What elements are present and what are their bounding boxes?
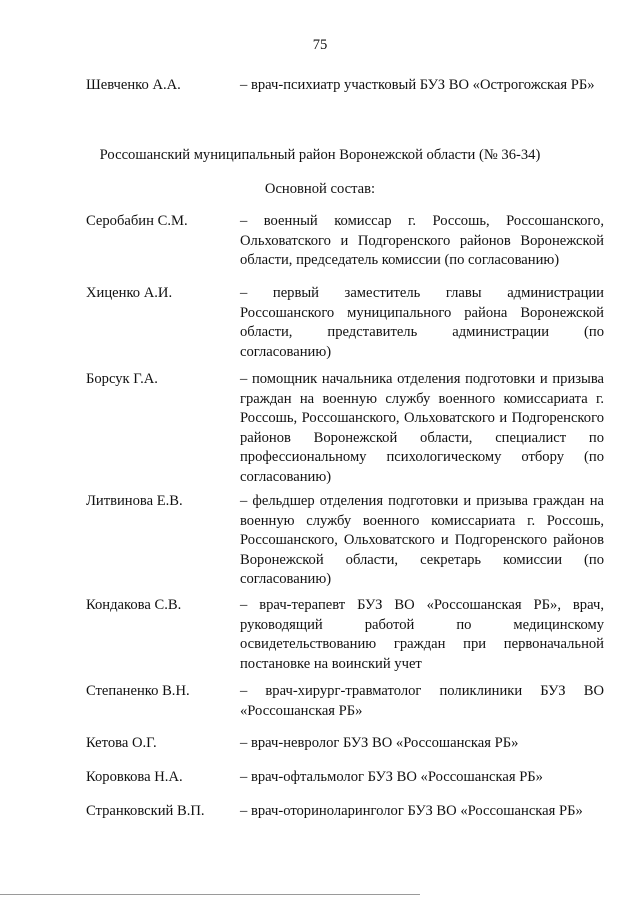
member-name: Коровкова Н.А. [86, 769, 183, 785]
member-description: – врач-офтальмолог БУЗ ВО «Россошанская РБ» [240, 769, 543, 785]
bottom-rule [0, 894, 420, 895]
member-name: Хиценко А.И. [86, 285, 173, 301]
member-description: – военный комиссар г. Россошь, Россошанского, Ольховатского и Подгоренского районов Воронежской области, председатель комиссии (по согласованию) [240, 213, 604, 268]
member-name: Странковский В.П. [86, 803, 205, 819]
member-name: Кетова О.Г. [86, 735, 157, 751]
member-name: Шевченко А.А. [86, 77, 181, 93]
member-description: – фельдшер отделения подготовки и призыва граждан на военную службу военного комиссариата г. Россошь, Россошанского, Ольховатского и Подгоренского районов Воронежской области, секретарь комиссии (по согласованию) [240, 493, 604, 587]
member-name: Кондакова С.В. [86, 597, 182, 613]
member-description: – врач-оториноларинголог БУЗ ВО «Россошанская РБ» [240, 803, 583, 819]
member-description: – врач-терапевт БУЗ ВО «Россошанская РБ», врач, руководящий работой по медицинскому освидетельствованию граждан при первоначальной постановке на воинский учет [240, 597, 604, 672]
member-name: Литвинова Е.В. [86, 493, 183, 509]
member-name: Серобабин С.М. [86, 213, 188, 229]
member-description: – первый заместитель главы администрации Россошанского муниципального района Воронежской области, представитель администрации (по согласованию) [240, 285, 604, 360]
member-description: – врач-хирург-травматолог поликлиники БУЗ ВО «Россошанская РБ» [240, 683, 604, 719]
member-description: – врач-психиатр участковый БУЗ ВО «Острогожская РБ» [240, 77, 595, 93]
member-description: – врач-невролог БУЗ ВО «Россошанская РБ» [240, 735, 519, 751]
member-description: – помощник начальника отделения подготовки и призыва граждан на военную службу военного комиссариата г. Россошь, Россошанского, Ольховатского и Подгоренского районов Воронежской области, специалист по профессиональному психологическому отбору (по согласованию) [240, 371, 604, 485]
page-number: 75 [312, 37, 328, 53]
member-name: Борсук Г.А. [86, 371, 158, 387]
subsection-title: Основной состав: [264, 181, 376, 197]
member-name: Степаненко В.Н. [86, 683, 190, 699]
section-title: Россошанский муниципальный район Воронежской области (№ 36-34) [99, 147, 541, 163]
